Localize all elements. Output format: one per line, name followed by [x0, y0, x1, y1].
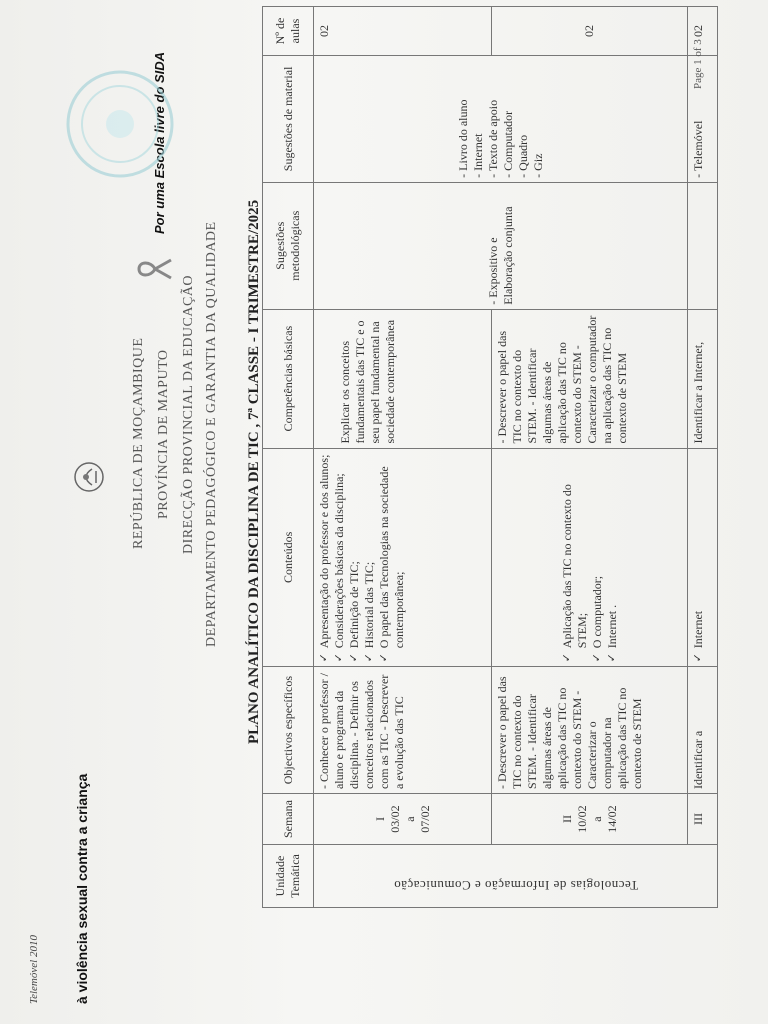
contents-cell — [314, 448, 492, 667]
materials-cell: - Telemóvel — [688, 56, 718, 183]
list-item: ✓ Historial das TIC; — [362, 453, 377, 663]
header-province: PROVÍNCIA DE MAPUTO — [156, 349, 171, 519]
list-item: ✓ O papel das Tecnologias na sociedade contemporânea; — [377, 453, 407, 663]
lessons-count: 02 — [688, 7, 718, 56]
competences-cell: - Descrever o papel das TIC no contexto do STEM. - Identificar algumas áreas de aplicação das TIC no contexto do STEM - Caracterizar o computador na aplicação das TIC no contexto de STEM — [492, 309, 688, 448]
official-stamp-icon — [60, 64, 180, 184]
suggestions-cell — [688, 182, 718, 309]
header-suggestions: Sugestões metodológicas — [263, 182, 314, 309]
week-number: II — [559, 815, 574, 824]
list-item: ✓ O computador; — [590, 453, 605, 663]
national-emblem-icon — [72, 460, 106, 494]
contents-list — [317, 453, 407, 663]
header-competences: Competências básicas — [263, 309, 314, 448]
header-lessons: Nº de aulas — [263, 7, 314, 56]
list-item: ✓ Aplicação das TIC no contexto do STEM; — [560, 453, 590, 663]
material-item: - Computador — [500, 110, 515, 178]
week-start: 03/02 — [387, 805, 402, 833]
objectives-cell: - Conhecer o professor / aluno e programa da disciplina. - Definir os conceitos relacionados com as TIC - Descrever a evolução das TIC — [314, 667, 492, 794]
week-end: 14/02 — [604, 805, 619, 833]
competences-cell: Explicar os conceitos fundamentais das TIC e o seu papel fundamental na sociedade contemporânea — [314, 309, 492, 448]
week-end: 07/02 — [417, 805, 432, 833]
material-item: - Texto de apoio — [485, 99, 500, 178]
list-item: ✓ Considerações básicas da disciplina; — [332, 453, 347, 663]
table-row — [688, 7, 718, 908]
week-number: III — [691, 813, 705, 826]
contents-cell — [688, 448, 718, 667]
page-number: Page 1 of 3 — [692, 39, 704, 89]
header-department: DEPARTAMENTO PEDAGÓGICO E GARANTIA DA QUALIDADE — [204, 221, 219, 647]
contents-list — [560, 453, 620, 663]
awareness-ribbon-icon — [135, 254, 175, 284]
objectives-cell: Identificar a — [688, 667, 718, 794]
lessons-count: 02 — [492, 7, 688, 56]
list-item: ✓ Definição de TIC; — [347, 453, 362, 663]
suggestions-cell: - Expositivo e Elaboração conjunta — [314, 182, 688, 309]
competences-cell: Identificar a Internet, — [688, 309, 718, 448]
list-item: ✓ Internet . — [605, 453, 620, 663]
lesson-plan-table — [262, 6, 718, 908]
material-item: - Internet — [470, 133, 485, 178]
week-cell — [314, 794, 492, 845]
week-separator: a — [589, 816, 604, 822]
header-directorate: DIRECÇÃO PROVINCIAL DA EDUCAÇÃO — [181, 274, 196, 554]
material-item: - Livro do aluno — [455, 99, 470, 178]
week-cell — [492, 794, 688, 845]
week-separator: a — [402, 816, 417, 822]
week-cell — [688, 794, 718, 845]
table-header-row — [263, 7, 314, 908]
table-row — [314, 7, 492, 908]
plan-title: PLANO ANALÍTICO DA DISCIPLINA DE TIC , 7ª CLASSE - I TRIMESTRE/2025 — [246, 199, 262, 744]
contents-list — [691, 453, 706, 663]
header-materials: Sugestões de material — [263, 56, 314, 183]
header-contents: Conteúdos — [263, 448, 314, 667]
material-item: - Quadro — [515, 134, 530, 178]
unit-cell — [314, 845, 718, 908]
materials-cell — [314, 56, 688, 183]
week-number: I — [372, 817, 387, 822]
material-item: - Giz — [530, 153, 545, 178]
slogan-text: Por uma Escola livre do SIDA — [152, 51, 167, 234]
list-item: ✓ Internet — [691, 453, 706, 663]
header-week: Semana — [263, 794, 314, 845]
unit-name: Tecnologias de Informação e Comunicação — [393, 878, 638, 893]
header-objectives: Objectivos específicos — [263, 667, 314, 794]
header-republic: REPÚBLICA DE MOÇAMBIQUE — [131, 337, 146, 549]
campaign-text: à violência sexual contra a criança — [74, 773, 90, 1004]
handwritten-note: Telemóvel 2010 — [28, 935, 40, 1004]
week-start: 10/02 — [574, 805, 589, 833]
header-unit: Unidade Temática — [263, 845, 314, 908]
list-item: ✓ Apresentação do professor e dos alunos; — [317, 453, 332, 663]
objectives-cell: - Descrever o papel das TIC no contexto do STEM. - Identificar algumas áreas de aplicação das TIC no contexto do STEM - Caracterizar o computador na aplicação das TIC no contexto de STEM — [492, 667, 688, 794]
contents-cell — [492, 448, 688, 667]
lessons-count: 02 — [314, 7, 492, 56]
